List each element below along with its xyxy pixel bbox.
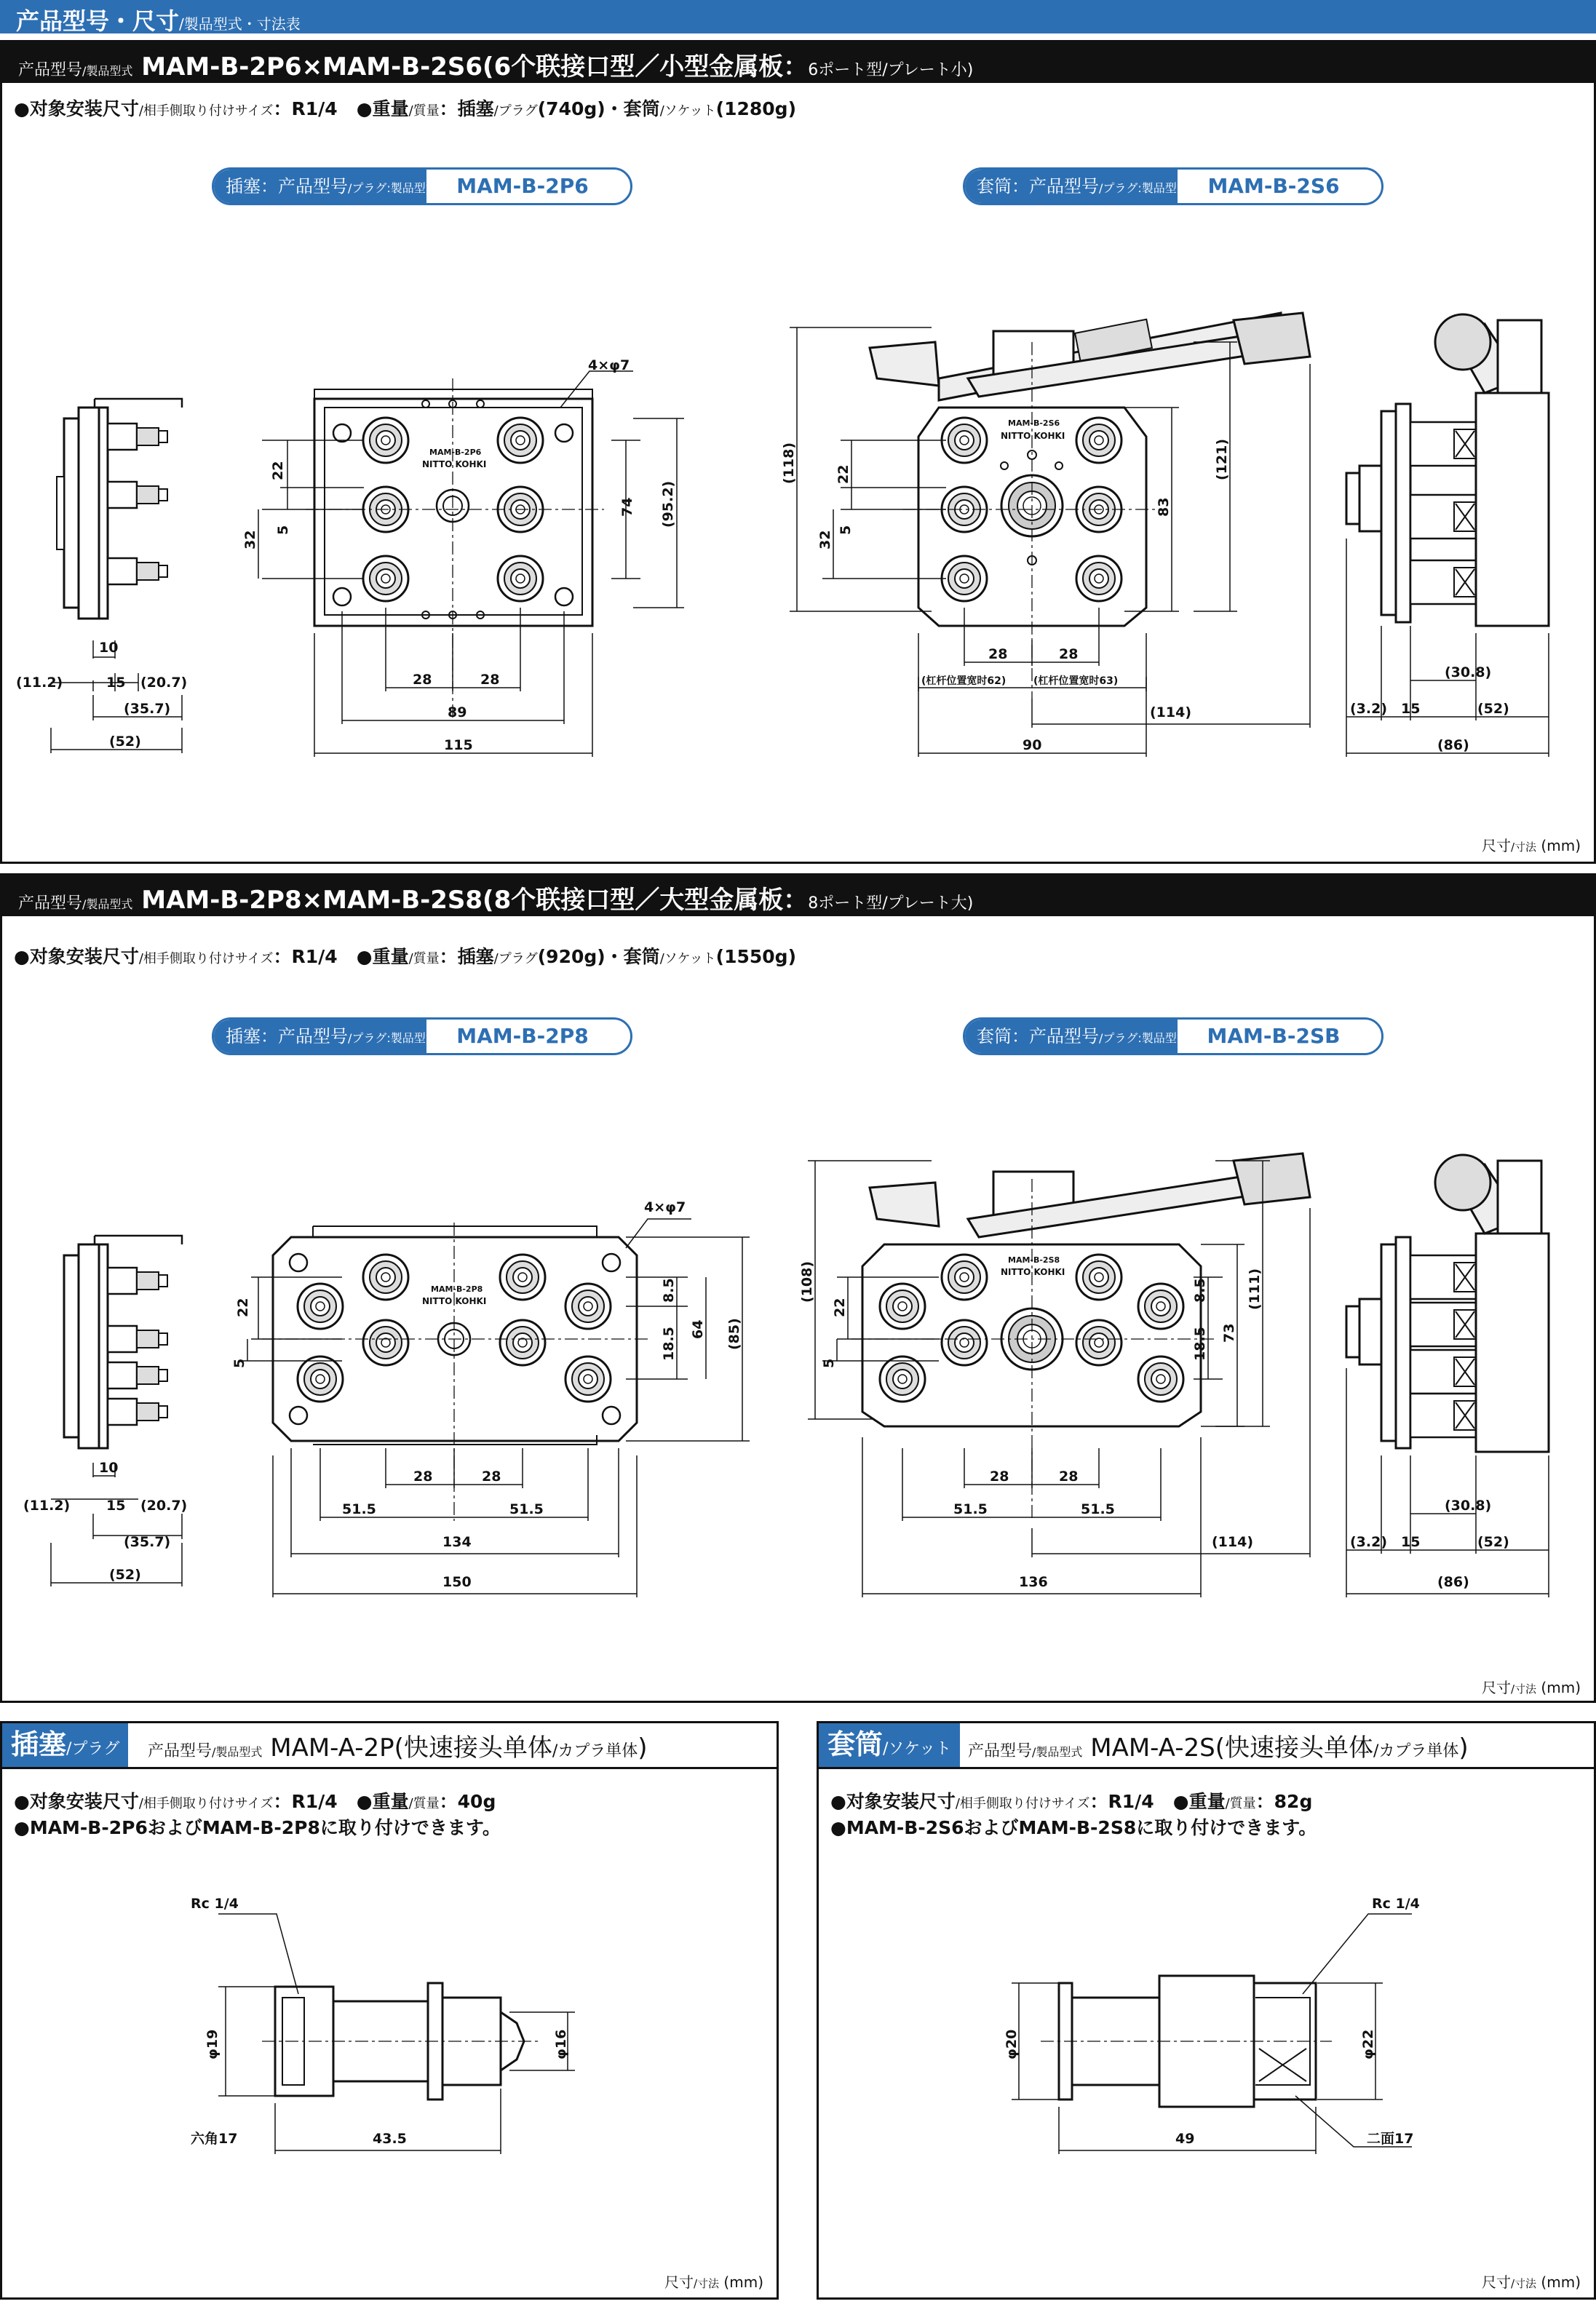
dim-text: (121) [1214,438,1230,480]
dim-text: 28 [1059,646,1079,662]
dim-text: 115 [444,737,473,753]
dim-text: 28 [990,1469,1009,1485]
dim-text: Rc 1/4 [191,1896,239,1912]
page-title: 产品型号・尺寸/製品型式・寸法表 [16,7,301,35]
dim-text: (杠杆位置宽时62) [921,675,1007,687]
dim-text: (3.2) [1350,701,1388,717]
dim-text: (86) [1437,737,1469,753]
unit-note: 尺寸/寸法 (mm) [1482,2273,1581,2291]
dim-text: 22 [832,1298,848,1317]
socket-front-view-2 [851,1153,1310,1521]
section-header: 产品型号/製品型式 MAM-B-2P6×MAM-B-2S6(6个联接口型／小型金属板：6ポート型/プレート小) [2,42,1594,83]
dim-text: 51.5 [509,1501,544,1517]
dim-text: 83 [1156,497,1172,517]
dim-text: 28 [413,672,432,688]
dim-text: 18.5 [1192,1327,1208,1361]
dim-text: 89 [448,704,467,720]
dim-text: 5 [231,1358,247,1368]
spec-line: ●对象安装尺寸/相手側取り付けサイズ：R1/4 ●重量/質量：插塞/プラグ(920g)・套筒/ソケット(1550g) [14,946,796,967]
dim-text: (95.2) [660,480,676,528]
plate-text: NITTO KOHKI [1001,431,1065,441]
dim-text: (20.7) [140,675,188,691]
dim-text: 15 [106,1498,126,1514]
plug-front-view [306,378,604,720]
dim-text: 28 [988,646,1008,662]
socket-front-view [870,313,1310,699]
dim-text: 22 [835,464,851,484]
dim-text: 28 [1059,1469,1079,1485]
dim-text: 15 [1401,701,1421,717]
dim-text: 43.5 [373,2131,407,2147]
dim-text: (86) [1437,1574,1469,1590]
dim-text: 74 [619,497,635,517]
dim-text: φ19 [205,2029,221,2059]
coupler-title: 产品型号/製品型式 MAM-A-2S(快速接头单体/カプラ単体) [968,1733,1469,1763]
plate-text: MAM-B-2P8 [431,1284,483,1294]
dim-text: 22 [235,1298,251,1317]
plate-text: MAM-B-2P6 [429,448,482,457]
dim-text: (30.8) [1445,664,1492,680]
dim-text: 5 [275,525,291,535]
coupler-socket-drawing [1012,1914,1412,2154]
dim-text: 10 [99,640,119,656]
socket-model-pill: 套筒：产品型号/プラグ:製品型式 MAM-B-2SB [963,1017,1383,1055]
dim-text: (35.7) [124,701,171,717]
dim-text: (111) [1247,1268,1263,1310]
plug-model-pill: 插塞：产品型号/プラグ:製品型式 MAM-B-2P8 [212,1017,632,1055]
dim-text: 51.5 [342,1501,376,1517]
plate-text: NITTO KOHKI [422,1296,487,1306]
dim-text: 28 [482,1469,501,1485]
note-line: ●MAM-B-2P6およびMAM-B-2P8に取り付けできます。 [14,1817,501,1838]
dim-text: (52) [109,1567,141,1583]
dim-text: (85) [726,1318,742,1350]
spec-line: ●对象安装尺寸/相手側取り付けサイズ：R1/4 ●重量/質量：82g [830,1791,1313,1812]
socket-side-view [1346,314,1549,626]
dim-text: (3.2) [1350,1534,1388,1550]
dim-text: 4×φ7 [588,357,630,373]
dim-text: 73 [1221,1323,1237,1343]
dim-text: φ16 [553,2029,569,2059]
dim-text: (114) [1150,704,1192,720]
socket-side-view-2 [1346,1155,1549,1452]
dim-text: φ22 [1360,2029,1376,2059]
dim-text: (52) [1477,701,1509,717]
dim-text: 18.5 [661,1327,677,1361]
dim-text: (108) [799,1260,815,1303]
dim-text: 8.5 [661,1278,677,1303]
dim-text: 22 [270,461,286,480]
unit-note: 尺寸/寸法 (mm) [1482,837,1581,854]
dim-text: 4×φ7 [644,1199,686,1215]
dim-text: 32 [242,530,258,549]
socket-model-pill: 套筒：产品型号/プラグ:製品型式 MAM-B-2S6 [963,167,1383,205]
dim-text: (11.2) [16,675,63,691]
dim-text: 10 [99,1460,119,1476]
dim-text: 134 [442,1534,472,1550]
unit-note: 尺寸/寸法 (mm) [664,2273,763,2291]
dim-text: 32 [817,530,833,549]
dim-text: (11.2) [23,1498,71,1514]
section-header: 产品型号/製品型式 MAM-B-2P8×MAM-B-2S8(8个联接口型／大型金属板：8ポート型/プレート大) [2,875,1594,916]
dim-text: 28 [480,672,500,688]
coupler-title: 产品型号/製品型式 MAM-A-2P(快速接头单体/カプラ単体) [148,1733,648,1763]
plug-side-view [57,399,182,619]
coupler-tag: 套筒/ソケット [819,1723,960,1767]
note-line: ●MAM-B-2S6およびMAM-B-2S8に取り付けできます。 [830,1817,1317,1838]
dim-text: 15 [1401,1534,1421,1550]
dim-text: 90 [1023,737,1042,753]
dim-text: (30.8) [1445,1498,1492,1514]
dim-text: 51.5 [953,1501,988,1517]
dim-text: (118) [781,442,797,484]
spec-line: ●对象安装尺寸/相手側取り付けサイズ：R1/4 ●重量/質量：40g [14,1791,496,1812]
unit-note: 尺寸/寸法 (mm) [1482,1679,1581,1696]
dim-text: 8.5 [1192,1278,1208,1303]
plate-text: NITTO KOHKI [1001,1267,1065,1277]
dim-text: (52) [1477,1534,1509,1550]
dim-text: 六角17 [191,2131,238,2147]
dim-text: 150 [442,1574,472,1590]
dim-text: 49 [1175,2131,1195,2147]
plate-text: NITTO KOHKI [422,459,487,469]
dim-text: (52) [109,734,141,750]
dim-text: Rc 1/4 [1372,1896,1420,1912]
plug-model-pill: 插塞：产品型号/プラグ:製品型式 MAM-B-2P6 [212,167,632,205]
dim-text: 5 [821,1358,837,1368]
coupler-plug-drawing [218,1914,575,2154]
dim-text: 5 [838,525,854,535]
dim-text: (杠杆位置宽时63) [1033,675,1119,687]
dim-text: 二面17 [1367,2131,1414,2147]
plate-text: MAM-B-2S8 [1008,1255,1060,1265]
plug-side-view-2 [64,1236,182,1448]
dim-text: φ20 [1004,2029,1020,2059]
dim-text: (20.7) [140,1498,188,1514]
dim-text: 15 [106,675,126,691]
dim-text: 51.5 [1081,1501,1115,1517]
plate-text: MAM-B-2S6 [1008,418,1060,428]
dim-text: (35.7) [124,1534,171,1550]
dim-text: (114) [1212,1534,1254,1550]
dim-text: 28 [413,1469,433,1485]
spec-line: ●对象安装尺寸/相手側取り付けサイズ：R1/4 ●重量/質量：插塞/プラグ(740g)・套筒/ソケット(1280g) [14,98,796,119]
dim-text: 64 [690,1319,706,1339]
dim-text: 136 [1019,1574,1048,1590]
coupler-tag: 插塞/プラグ [2,1723,128,1767]
